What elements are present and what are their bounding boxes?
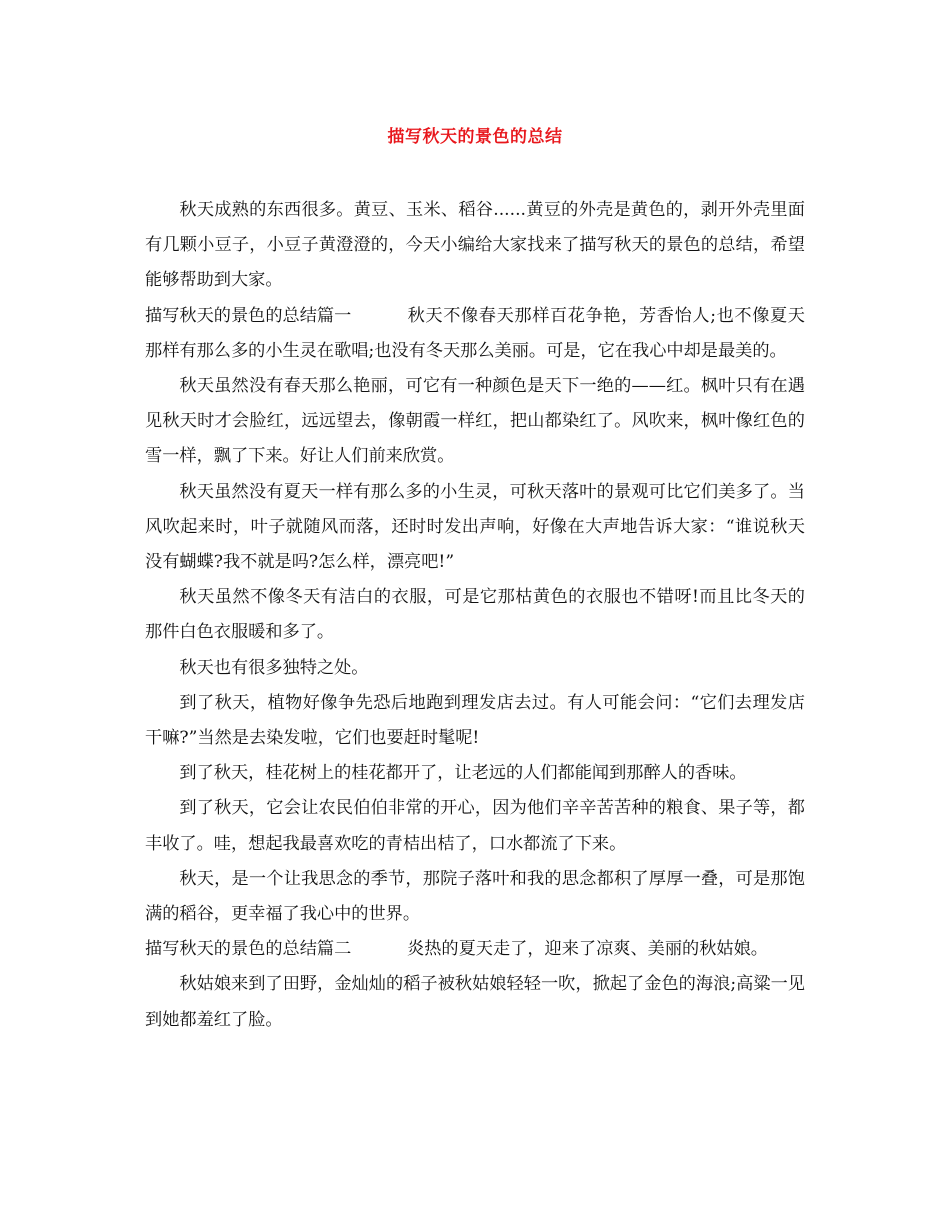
- section-1-paragraph: 秋天虽然不像冬天有洁白的衣服，可是它那枯黄色的衣服也不错呀!而且比冬天的那件白色衣服暖和多了。: [145, 587, 805, 643]
- section-1-paragraph: 秋天，是一个让我思念的季节，那院子落叶和我的思念都积了厚厚一叠，可是那饱满的稻谷，更幸福了我心中的世界。: [145, 868, 805, 925]
- document-title: 描写秋天的景色的总结: [387, 127, 563, 147]
- section-2-paragraph: 秋姑娘来到了田野，金灿灿的稻子被秋姑娘轻轻一吹，掀起了金色的海浪;高粱一见到她都羞红了脸。: [145, 974, 805, 1030]
- document-body: [145, 193, 805, 1038]
- section-1-label: 描写秋天的景色的总结篇一: [145, 305, 352, 326]
- section-1-paragraph: 到了秋天，桂花树上的桂花都开了，让老远的人们都能闻到那醉人的香味。: [179, 763, 747, 784]
- intro-paragraph: 秋天成熟的东西很多。黄豆、玉米、稻谷......黄豆的外壳是黄色的，剥开外壳里面有几颗小豆子，小豆子黄澄澄的，今天小编给大家找来了描写秋天的景色的总结，希望能够帮助到大家。: [145, 200, 805, 291]
- section-1-paragraph: 到了秋天，它会让农民伯伯非常的开心，因为他们辛辛苦苦种的粮食、果子等，都丰收了。哇，想起我最喜欢吃的青桔出桔了，口水都流了下来。: [145, 798, 805, 854]
- section-2-first-text: 炎热的夏天走了，迎来了凉爽、美丽的秋姑娘。: [407, 939, 768, 960]
- section-1-heading-paragraph: [145, 299, 805, 369]
- section-1-paragraph: 到了秋天，植物好像争先恐后地跑到理发店去过。有人可能会问：“它们去理发店干嘛?”当然是去染发啦，它们也要赶时髦呢!: [145, 692, 805, 749]
- section-2-label: 描写秋天的景色的总结篇二: [145, 939, 352, 960]
- section-2-heading-paragraph: [145, 932, 805, 967]
- section-1-paragraph: 秋天虽然没有春天那么艳丽，可它有一种颜色是天下一绝的——红。枫叶只有在遇见秋天时才会脸红，远远望去，像朝霞一样红，把山都染红了。风吹来，枫叶像红色的雪一样，飘了下来。好让人们前来欣赏。: [145, 376, 805, 467]
- section-1-paragraph: 秋天虽然没有夏天一样有那么多的小生灵，可秋天落叶的景观可比它们美多了。当风吹起来时，叶子就随风而落，还时时发出声响，好像在大声地告诉大家：“谁说秋天没有蝴蝶?我不就是吗?怎么样，漂亮吧!”: [145, 481, 805, 573]
- section-1-first-text: 秋天不像春天那样百花争艳，芳香怡人;也不像夏天那样有那么多的小生灵在歌唱;也没有冬天那么美丽。可是，它在我心中却是最美的。: [145, 305, 805, 361]
- section-1-paragraph: 秋天也有很多独特之处。: [179, 657, 369, 678]
